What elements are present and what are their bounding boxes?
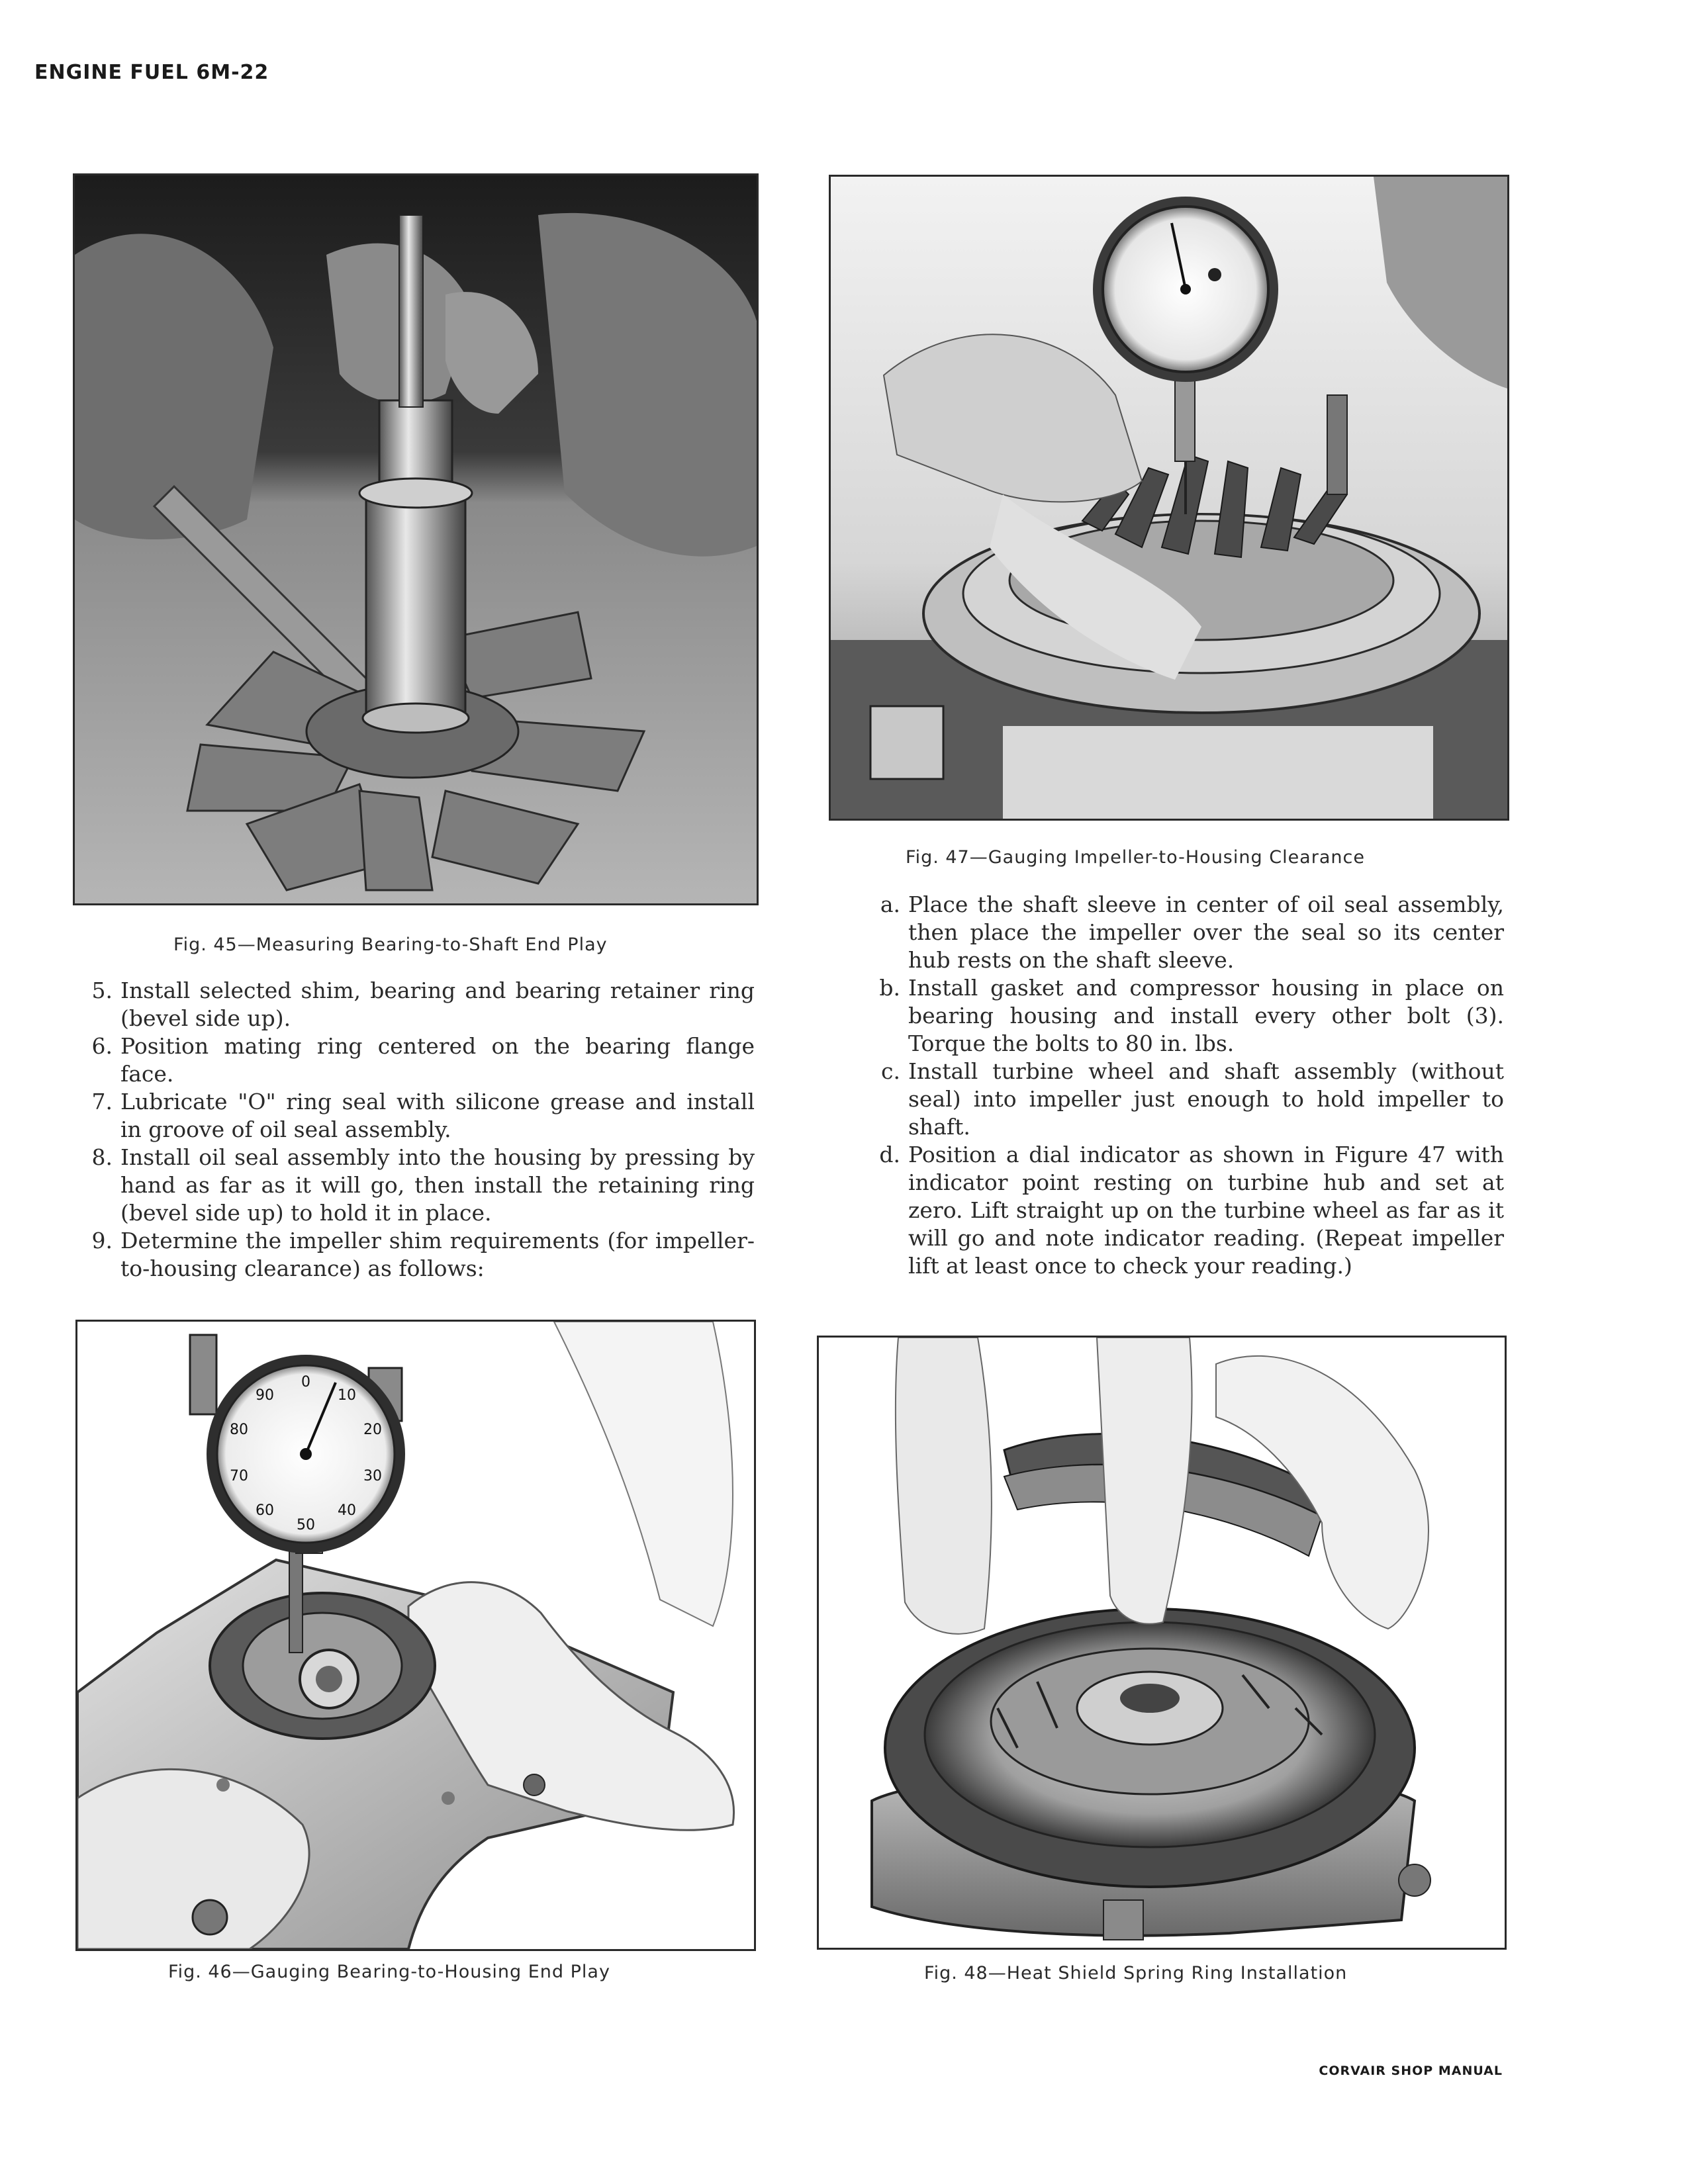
step-letter: c. xyxy=(881,1058,900,1084)
step-text: Install oil seal assembly into the housing by pressing by hand as far as it will go, then install the retaining ring (bevel side up) to hold it in place. xyxy=(120,1144,755,1226)
fig47-photo xyxy=(829,175,1509,821)
step-letter: b. xyxy=(879,975,900,1001)
dial-number: 80 xyxy=(230,1422,248,1438)
left-steps-list xyxy=(77,977,755,1283)
list-item xyxy=(865,974,1504,1058)
dial-number: 10 xyxy=(338,1387,356,1404)
dial-number: 40 xyxy=(338,1502,356,1519)
step-number: 6. xyxy=(91,1033,113,1059)
dial-number: 70 xyxy=(230,1468,248,1484)
fig48-photo xyxy=(817,1336,1507,1950)
list-item xyxy=(865,1141,1504,1280)
step-letter: a. xyxy=(880,891,900,917)
list-item xyxy=(77,1088,755,1144)
fig47-illustration xyxy=(831,177,1507,819)
step-letter: d. xyxy=(879,1142,900,1167)
fig46-photo xyxy=(75,1320,756,1951)
fig45-caption: Fig. 45—Measuring Bearing-to-Shaft End Play xyxy=(173,934,608,955)
dial-number: 20 xyxy=(363,1422,382,1438)
fig48-caption: Fig. 48—Heat Shield Spring Ring Installation xyxy=(924,1963,1348,1983)
step-text: Install gasket and compressor housing in place on bearing housing and install every other bolt (3). Torque the bolts to 80 in. lbs. xyxy=(908,975,1504,1056)
step-text: Determine the impeller shim requirements (for impeller-to-housing clearance) as follows: xyxy=(120,1228,755,1281)
dial-number: 90 xyxy=(256,1387,274,1404)
fig48-illustration xyxy=(819,1338,1505,1948)
fig46-caption: Fig. 46—Gauging Bearing-to-Housing End Play xyxy=(168,1962,610,1982)
fig47-caption: Fig. 47—Gauging Impeller-to-Housing Clearance xyxy=(906,847,1365,868)
step-text: Lubricate "O" ring seal with silicone grease and install in groove of oil seal assembly. xyxy=(120,1089,755,1142)
step-text: Install turbine wheel and shaft assembly (without seal) into impeller just enough to hold impeller to shaft. xyxy=(908,1058,1504,1140)
step-number: 9. xyxy=(91,1228,113,1253)
step-number: 8. xyxy=(91,1144,113,1170)
dial-number: 0 xyxy=(301,1374,310,1390)
right-steps-list xyxy=(865,891,1504,1280)
step-text: Place the shaft sleeve in center of oil seal assembly, then place the impeller over the seal so its center hub rests on the shaft sleeve. xyxy=(908,891,1504,973)
dial-number: 60 xyxy=(256,1502,274,1519)
list-item xyxy=(77,1227,755,1283)
fig46-illustration xyxy=(77,1322,754,1949)
fig45-illustration xyxy=(75,175,757,903)
list-item xyxy=(77,1144,755,1227)
step-text: Position mating ring centered on the bearing flange face. xyxy=(120,1033,755,1087)
step-text: Position a dial indicator as shown in Figure 47 with indicator point resting on turbine hub and set at zero. Lift straight up on the turbine wheel as far as it will go and note indicator reading. (Repeat impeller lift at least once to check your reading.) xyxy=(908,1142,1504,1279)
list-item xyxy=(865,891,1504,974)
list-item xyxy=(77,1032,755,1088)
step-text: Install selected shim, bearing and bearing retainer ring (bevel side up). xyxy=(120,978,755,1031)
page-header: ENGINE FUEL 6M-22 xyxy=(34,61,269,84)
step-number: 7. xyxy=(91,1089,113,1115)
page-footer: CORVAIR SHOP MANUAL xyxy=(1319,2064,1503,2078)
list-item xyxy=(77,977,755,1032)
list-item xyxy=(865,1058,1504,1141)
dial-number: 50 xyxy=(297,1517,315,1533)
fig45-photo xyxy=(73,173,759,905)
dial-number: 30 xyxy=(363,1468,382,1484)
step-number: 5. xyxy=(91,978,113,1003)
